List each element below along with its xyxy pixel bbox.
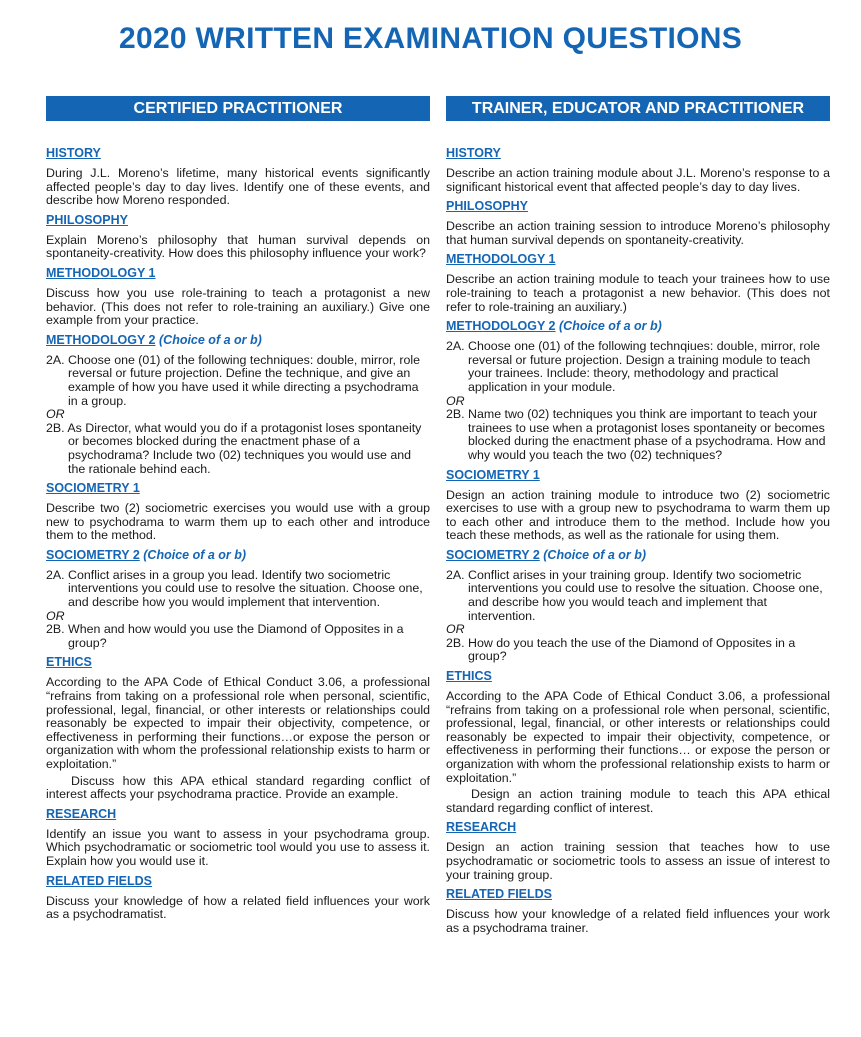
section-text: During J.L. Moreno’s lifetime, many historical events significantly affected people’s day to day lives. Identify one of these events, and describe how Moreno responded. bbox=[46, 166, 430, 208]
section-text: Explain Moreno’s philosophy that human survival depends on spontaneity-creativity. How does this philosophy influence your work? bbox=[46, 232, 430, 261]
section-text-2: Design an action training module to teach this APA ethical standard regarding conflict of interest. bbox=[446, 787, 830, 815]
section-heading: METHODOLOGY 1 bbox=[446, 252, 556, 267]
section-text: Describe two (2) sociometric exercises you would use with a group new to psychodrama to warm them up to each other and introduce them to the method. bbox=[46, 501, 430, 543]
philosophy-section bbox=[446, 198, 830, 247]
section-heading: SOCIOMETRY 1 bbox=[46, 481, 140, 496]
ethics-section bbox=[446, 668, 830, 815]
section-heading: METHODOLOGY 1 bbox=[46, 265, 156, 280]
ethics-section bbox=[46, 654, 430, 801]
section-heading: RELATED FIELDS bbox=[446, 887, 553, 902]
column-banner: CERTIFIED PRACTITIONER bbox=[46, 96, 430, 121]
or-label: OR bbox=[46, 608, 65, 623]
section-heading: SOCIOMETRY 2 (Choice of a or b) bbox=[446, 547, 647, 562]
section-heading: SOCIOMETRY 1 bbox=[446, 467, 540, 482]
section-heading: ETHICS bbox=[446, 669, 492, 684]
section-heading: PHILOSOPHY bbox=[446, 199, 528, 214]
option-b: 2B. As Director, what would you do if a protagonist loses spontaneity or becomes blocked during the enactment phase of a psychodrama? Include two (02) techniques you would use and the rationale behind each. bbox=[46, 420, 422, 476]
option-a: 2A. Choose one (01) of the following technqiues: double, mirror, role reversal or future projection. Design a training module to teach your trainees. Include: theory, methodology and practical application in your module. bbox=[446, 339, 820, 394]
section-heading: SOCIOMETRY 2 (Choice of a or b) bbox=[46, 547, 247, 562]
section-heading: RELATED FIELDS bbox=[46, 873, 153, 888]
option-b: 2B. When and how would you use the Diamond of Opposites in a group? bbox=[46, 622, 404, 650]
option-a: 2A. Choose one (01) of the following techniques: double, mirror, role reversal or future projection. Define the technique, and give an example of how you have used it while directing a psychodrama in a group. bbox=[46, 352, 420, 408]
section-heading: METHODOLOGY 2 (Choice of a or b) bbox=[46, 332, 262, 347]
methodology-2-section bbox=[446, 318, 830, 462]
section-heading: RESEARCH bbox=[46, 806, 117, 821]
sociometry-1-section bbox=[46, 480, 430, 543]
section-heading: METHODOLOGY 2 (Choice of a or b) bbox=[446, 319, 662, 334]
section-text: Describe an action training module about J.L. Moreno’s response to a significant historical event that affected people’s day to day lives. bbox=[446, 166, 830, 194]
methodology-1-section bbox=[46, 265, 430, 328]
section-text: Describe an action training module to teach your trainees how to use role-training to teach a protagonist a new behavior. (This does not refer to role-training an auxiliary.) bbox=[446, 272, 830, 314]
methodology-1-section bbox=[446, 251, 830, 314]
related-fields-section bbox=[46, 873, 430, 922]
research-section bbox=[46, 806, 430, 869]
option-b: 2B. How do you teach the use of the Diamond of Opposites in a group? bbox=[446, 635, 796, 664]
section-heading: RESEARCH bbox=[446, 820, 517, 835]
section-text: According to the APA Code of Ethical Conduct 3.06, a professional “refrains from taking on a professional role when personal, scientific, professional, legal, financial, or other interests or relationships could reasonably be expected to impair their objectivity, competence, or effectiveness in performing their functions… or expose the person or organization with whom the professional relationship exists to harm or exploitation.” bbox=[446, 689, 830, 785]
sociometry-1-section bbox=[446, 467, 830, 543]
related-fields-section bbox=[446, 886, 830, 935]
research-section bbox=[446, 819, 830, 882]
option-a: 2A. Conflict arises in your training group. Identify two sociometric interventions you could use to resolve the situation. Choose one, and describe how you would teach and implement that intervention. bbox=[446, 567, 823, 623]
section-text: Identify an issue you want to assess in your psychodrama group. Which psychodramatic or sociometric tool would you use to assess it. Explain how you would use it. bbox=[46, 826, 430, 868]
section-text: Discuss how you use role-training to teach a protagonist a new behavior. (This does not refer to role-training an auxiliary.) Give one example from your practice. bbox=[46, 285, 430, 328]
section-text: Design an action training module to introduce two (2) sociometric exercises to use with a group new to psychodrama to warm them up to each other and introduce them to the method. Include how you teach these methods, as well as the rationale for using them. bbox=[446, 487, 830, 543]
or-label: OR bbox=[446, 393, 465, 408]
section-heading: PHILOSOPHY bbox=[46, 212, 128, 227]
section-text: Discuss how your knowledge of a related field influences your work as a psychodrama trainer. bbox=[446, 907, 830, 935]
section-heading: HISTORY bbox=[446, 146, 501, 160]
sociometry-2-section bbox=[46, 547, 430, 651]
section-text: According to the APA Code of Ethical Conduct 3.06, a professional “refrains from taking on a professional role when personal, scientific, professional, legal, financial, or other interests or relationships could reasonably be expected to impair their objectivity, competence, or effectiveness in performing their functions…or expose the person or organization with whom the professional relationship exists to harm or exploitation.” bbox=[46, 675, 430, 771]
section-heading: ETHICS bbox=[46, 655, 92, 670]
sociometry-2-section bbox=[446, 547, 830, 664]
section-heading: HISTORY bbox=[46, 146, 101, 160]
section-text: Describe an action training session to introduce Moreno’s philosophy that human survival depends on spontaneity-creativity. bbox=[446, 219, 830, 247]
section-text: Design an action training session that teaches how to use psychodramatic or sociometric tools to assess an issue of interest to your training group. bbox=[446, 840, 830, 882]
or-label: OR bbox=[46, 407, 65, 422]
page-title: 2020 WRITTEN EXAMINATION QUESTIONS bbox=[118, 22, 743, 55]
option-a: 2A. Conflict arises in a group you lead. Identify two sociometric interventions you could use to resolve the situation. Choose one, and describe how you would implement that intervention. bbox=[46, 567, 423, 610]
history-section bbox=[46, 145, 430, 208]
section-text: Discuss your knowledge of how a related field influences your work as a psychodramatist. bbox=[46, 893, 430, 922]
philosophy-section bbox=[46, 212, 430, 261]
certified-practitioner-column bbox=[46, 96, 430, 925]
section-text-2: Discuss how this APA ethical standard regarding conflict of interest affects your psychodrama practice. Provide an example. bbox=[46, 773, 430, 802]
or-label: OR bbox=[446, 622, 465, 637]
trainer-educator-column bbox=[446, 96, 830, 938]
history-section bbox=[446, 145, 830, 194]
methodology-2-section bbox=[46, 332, 430, 476]
column-banner: TRAINER, EDUCATOR AND PRACTITIONER bbox=[446, 96, 830, 121]
option-b: 2B. Name two (02) techniques you think are important to teach your trainees to use when a protagonist loses spontaneity or becomes blocked during the enactment phase of a psychodrama. How and why would you teach the two (02) techniques? bbox=[446, 407, 826, 462]
